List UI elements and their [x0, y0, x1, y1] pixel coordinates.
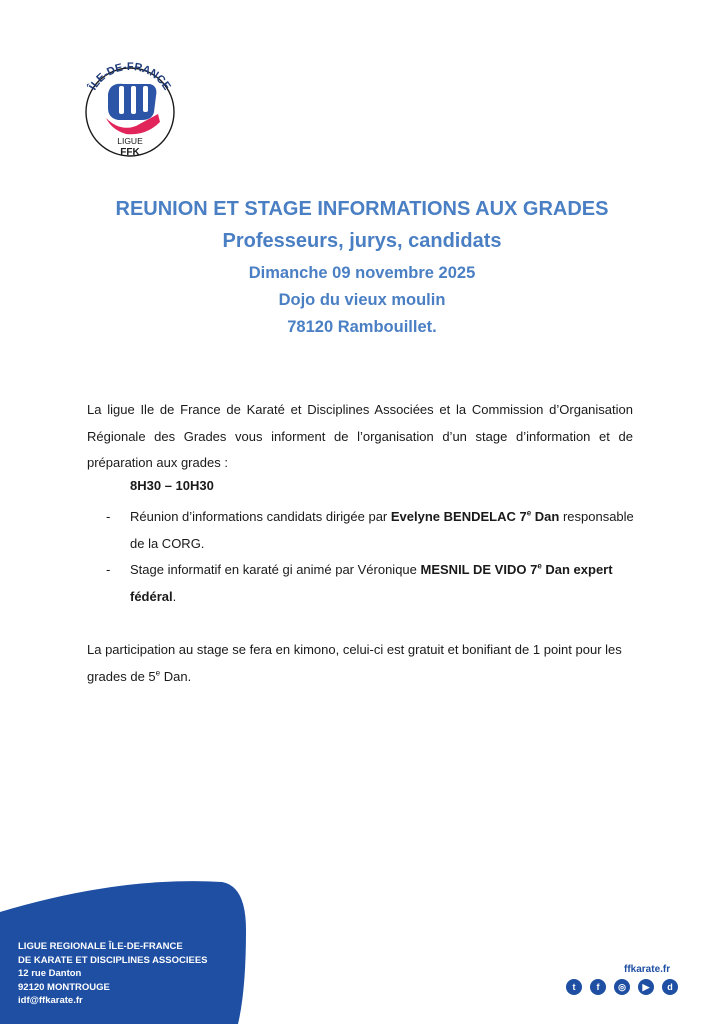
item-text: Réunion d’informations candidats dirigée par [130, 509, 391, 524]
dailymotion-icon[interactable]: d [662, 979, 678, 995]
footer-line-org2: DE KARATE ET DISCIPLINES ASSOCIEES [18, 954, 208, 966]
closing-sup: e [155, 668, 161, 678]
page-title: REUNION ET STAGE INFORMATIONS AUX GRADES [115, 198, 609, 220]
facebook-icon[interactable]: f [590, 979, 606, 995]
footer-email-link[interactable]: idf@ffkarate.fr [18, 995, 83, 1007]
footer-line-street: 12 rue Danton [18, 968, 82, 980]
bullet-dash: - [106, 562, 111, 577]
list-item [87, 557, 637, 610]
logo-ligue-text: LIGUE [117, 136, 143, 146]
footer-line-org: LIGUE REGIONALE ÎLE-DE-FRANCE [18, 941, 183, 952]
instagram-icon[interactable]: ◎ [614, 979, 630, 995]
item-sup: e [537, 561, 542, 571]
bullet-dash: - [106, 509, 111, 524]
logo-region-text: ÎLE-DE-FRANCE [87, 60, 173, 93]
logo-org-text: FFK [120, 147, 140, 158]
item-bold: Evelyne BENDELAC 7 [390, 509, 527, 524]
item-bold: MESNIL DE VIDO 7 [420, 562, 538, 577]
twitter-icon[interactable]: t [566, 979, 582, 995]
schedule-time: 8H30 – 10H30 [130, 478, 214, 493]
youtube-icon[interactable]: ▶ [638, 979, 654, 995]
closing-paragraph [87, 637, 633, 690]
closing-after: Dan. [160, 668, 192, 684]
item-bold-after: Dan [531, 509, 560, 524]
closing-text: La participation au stage se fera en kimono, celui-ci est gratuit et bonifiant de 1 point pour les grades de 5 [87, 642, 622, 684]
item-after: responsable de la CORG. [130, 509, 634, 551]
item-after: . [172, 588, 177, 604]
page-subtitle: Professeurs, jurys, candidats [222, 230, 502, 252]
footer-line-city: 92120 MONTROUGE [18, 981, 110, 993]
item-bold-after: Dan expert fédéral [130, 562, 613, 604]
event-venue: Dojo du vieux moulin [278, 291, 446, 309]
karate-fist-icon [106, 84, 160, 135]
item-text: Stage informatif en karaté gi animé par Véronique [130, 562, 421, 577]
footer-address [18, 940, 208, 1008]
event-city: 78120 Rambouillet. [287, 318, 437, 336]
event-date: Dimanche 09 novembre 2025 [248, 264, 476, 282]
intro-paragraph: La ligue Ile de France de Karaté et Disciplines Associées et la Commission d’Organisation Régionale des Grades vous informent de l’organisation d’un stage d’information et de préparation aux grades : [87, 402, 633, 470]
website-link[interactable]: ffkarate.fr [624, 964, 671, 975]
ligue-logo [76, 56, 184, 160]
item-sup: e [526, 508, 532, 518]
list-item [87, 504, 637, 557]
